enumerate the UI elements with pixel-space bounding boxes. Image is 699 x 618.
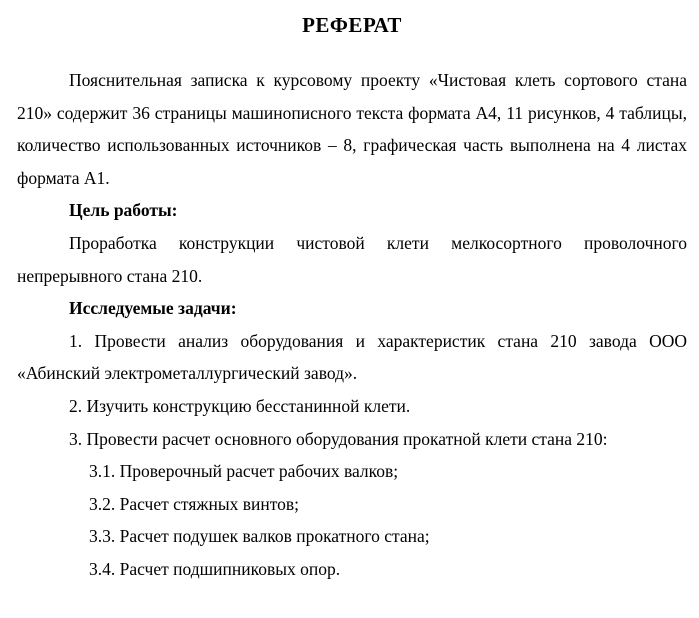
document-page (17, 10, 687, 586)
tasks-heading: Исследуемые задачи: (69, 298, 237, 319)
title-spacer (17, 40, 687, 64)
task-item-1: 1. Провести анализ оборудования и характеристик стана 210 завода ООО «Абинский электрометаллургический завод». (17, 330, 687, 384)
subtask-item-3-4: 3.4. Расчет подшипниковых опор. (89, 558, 341, 579)
subtask-item-3-1: 3.1. Проверочный расчет рабочих валков; (89, 461, 399, 482)
subtask-item-3-2: 3.2. Расчет стяжных винтов; (89, 493, 299, 514)
subtask-item-3-3: 3.3. Расчет подушек валков прокатного стана; (89, 526, 430, 547)
abstract-paragraph: Пояснительная записка к курсовому проекту «Чистовая клеть сортового стана 210» содержит 36 страницы машинописного текста формата А4, 11 рисунков, 4 таблицы, количество использованных источников – 8, графическая часть выполнена на 4 листах формата А1. (17, 70, 687, 188)
task-item-2: 2. Изучить конструкцию бесстанинной клети. (69, 395, 411, 416)
goal-heading: Цель работы: (69, 200, 178, 221)
task-item-3: 3. Провести расчет основного оборудования прокатной клети стана 210: (69, 428, 608, 449)
goal-paragraph: Проработка конструкции чистовой клети мелкосортного проволочного непрерывного стана 210. (17, 232, 687, 286)
document-title: РЕФЕРАТ (302, 13, 402, 37)
